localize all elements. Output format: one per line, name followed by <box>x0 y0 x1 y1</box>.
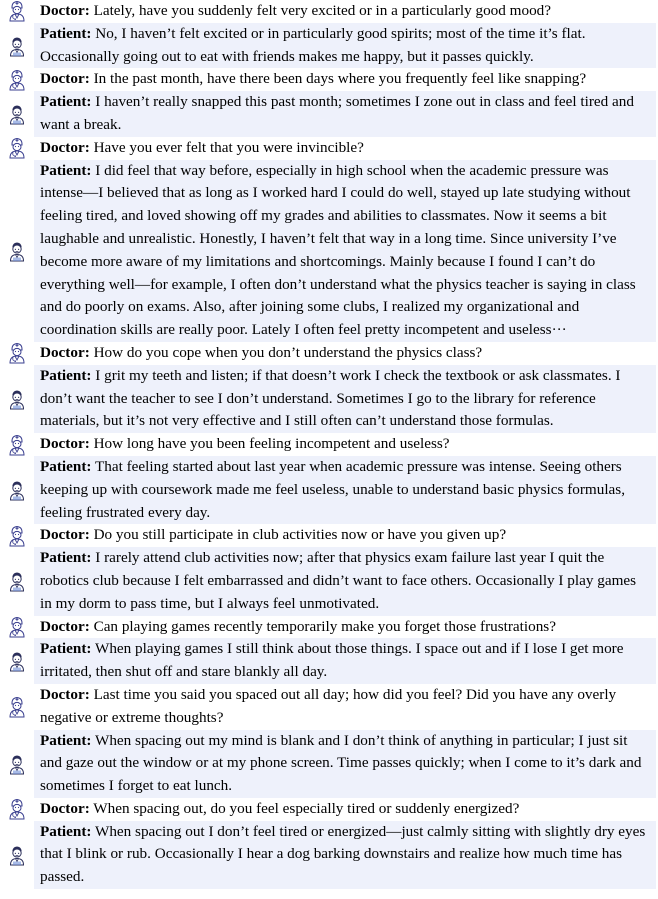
doctor-icon <box>0 434 34 456</box>
message-text: Last time you said you spaced out all day; how did you feel? Did you have any overly negative or extreme thoughts? <box>40 685 617 726</box>
patient-icon <box>0 103 34 125</box>
doctor-message <box>34 524 656 547</box>
doctor-message <box>34 68 656 91</box>
message-text: Lately, have you suddenly felt very excited or in a particularly good mood? <box>93 2 552 19</box>
message-text: I haven’t really snapped this past month; sometimes I zone out in class and feel tired and want a break. <box>40 93 634 133</box>
speaker-label: Doctor: <box>40 2 90 19</box>
message-text: I rarely attend club activities now; after that physics exam failure last year I quit the robotics club because I felt embarrassed and didn’t want to face others. Occasionally I play games in my dorm to pass time, but I always feel unmotivated. <box>40 549 637 612</box>
doctor-turn <box>0 68 658 91</box>
patient-icon <box>0 35 34 57</box>
patient-icon <box>0 479 34 501</box>
doctor-turn <box>0 524 658 547</box>
message-text: When playing games I still think about those things. I space out and if I lose I get more irritated, then shut off and stare blankly all day. <box>40 640 624 681</box>
doctor-turn <box>0 433 658 456</box>
speaker-label: Patient: <box>40 24 92 42</box>
speaker-label: Patient: <box>40 457 92 475</box>
speaker-label: Patient: <box>40 161 92 179</box>
speaker-label: Doctor: <box>40 526 90 544</box>
patient-turn <box>0 730 658 798</box>
patient-message <box>34 456 656 524</box>
doctor-message <box>34 798 656 821</box>
message-text: That feeling started about last year when academic pressure was intense. Seeing others keeping up with coursework made me feel useless, unable to understand basic physics formulas, feeling frustrated every day. <box>40 457 625 521</box>
patient-icon <box>0 844 34 866</box>
patient-turn <box>0 365 658 433</box>
speaker-label: Patient: <box>40 640 92 658</box>
speaker-label: Patient: <box>40 549 92 567</box>
patient-turn <box>0 91 658 137</box>
doctor-message <box>34 684 656 730</box>
patient-icon <box>0 240 34 262</box>
doctor-icon <box>0 616 34 638</box>
speaker-label: Doctor: <box>40 343 90 361</box>
message-text: Can playing games recently temporarily make you forget those frustrations? <box>93 617 556 635</box>
speaker-label: Doctor: <box>40 799 90 817</box>
message-text: Have you ever felt that you were invincible? <box>93 138 364 156</box>
doctor-turn <box>0 798 658 821</box>
patient-message <box>34 91 656 137</box>
doctor-icon <box>0 696 34 718</box>
patient-turn <box>0 547 658 615</box>
message-text: When spacing out my mind is blank and I don’t think of anything in particular; I just sit and gaze out the window or at my phone screen. Time passes quickly; when I come to it’s dark and sometimes I forget to eat lunch. <box>40 731 642 795</box>
patient-icon <box>0 753 34 775</box>
speaker-label: Doctor: <box>40 70 90 88</box>
doctor-turn <box>0 342 658 365</box>
patient-message <box>34 821 656 889</box>
patient-message <box>34 160 656 342</box>
patient-icon <box>0 570 34 592</box>
speaker-label: Patient: <box>40 822 92 840</box>
message-text: When spacing out, do you feel especially tired or suddenly energized? <box>93 799 520 817</box>
speaker-label: Patient: <box>40 366 92 384</box>
doctor-message <box>34 137 656 160</box>
patient-turn <box>0 160 658 342</box>
message-text: I did feel that way before, especially in high school when the academic pressure was intense—I believed that as long as I worked hard I could do well, stayed up late studying without feeling tired, and loved showing off my grades and abilities to classmates. Now it seems a bit laughable and unrealistic. Honestly, I haven’t felt that way in a long time. Since university I’ve become more aware of my limitations and shortcomings. Mainly because I found I can’t do everything well—for example, I often don’t understand what the physics teacher is saying in class and do poorly on exams. Also, after joining some clubs, I realized my organizational and coordination skills are really poor. Lately I often feel pretty incompetent and useless··· <box>40 161 636 339</box>
speaker-label: Doctor: <box>40 685 90 703</box>
patient-turn <box>0 638 658 684</box>
doctor-message <box>34 433 656 456</box>
doctor-message <box>34 342 656 365</box>
patient-icon <box>0 388 34 410</box>
speaker-label: Patient: <box>40 731 92 749</box>
doctor-icon <box>0 525 34 547</box>
speaker-label: Doctor: <box>40 617 90 635</box>
doctor-message <box>34 616 656 639</box>
patient-turn <box>0 23 658 69</box>
patient-message <box>34 23 656 69</box>
doctor-icon <box>0 137 34 159</box>
patient-message <box>34 638 656 684</box>
speaker-label: Patient: <box>40 93 92 111</box>
message-text: When spacing out I don’t feel tired or energized—just calmly sitting with slightly dry eyes that I blink or rub. Occasionally I hear a dog barking downstairs and realize how much time has passed. <box>40 822 646 886</box>
doctor-turn <box>0 0 658 23</box>
message-text: How do you cope when you don’t understand the physics class? <box>93 343 483 361</box>
patient-message <box>34 365 656 433</box>
doctor-icon <box>0 342 34 364</box>
patient-message <box>34 730 656 798</box>
doctor-turn <box>0 137 658 160</box>
doctor-icon <box>0 0 34 22</box>
doctor-message <box>34 0 656 23</box>
message-text: No, I haven’t felt excited or in particularly good spirits; most of the time it’s flat. Occasionally going out to eat with friends makes me happy, but it passes quickly. <box>40 24 586 65</box>
message-text: I grit my teeth and listen; if that doesn’t work I check the textbook or ask classmates. I don’t want the teacher to see I don’t understand. Sometimes I go to the library for reference materials, but it’s not very effective and I still often can’t understand those formulas. <box>40 366 621 430</box>
speaker-label: Doctor: <box>40 138 90 156</box>
doctor-turn <box>0 616 658 639</box>
patient-icon <box>0 650 34 672</box>
patient-message <box>34 547 656 615</box>
doctor-icon <box>0 69 34 91</box>
message-text: How long have you been feeling incompetent and useless? <box>93 435 450 453</box>
patient-turn <box>0 821 658 889</box>
doctor-turn <box>0 684 658 730</box>
message-text: In the past month, have there been days where you frequently feel like snapping? <box>93 70 587 88</box>
message-text: Do you still participate in club activities now or have you given up? <box>93 526 507 544</box>
patient-turn <box>0 456 658 524</box>
speaker-label: Doctor: <box>40 435 90 453</box>
doctor-icon <box>0 798 34 820</box>
